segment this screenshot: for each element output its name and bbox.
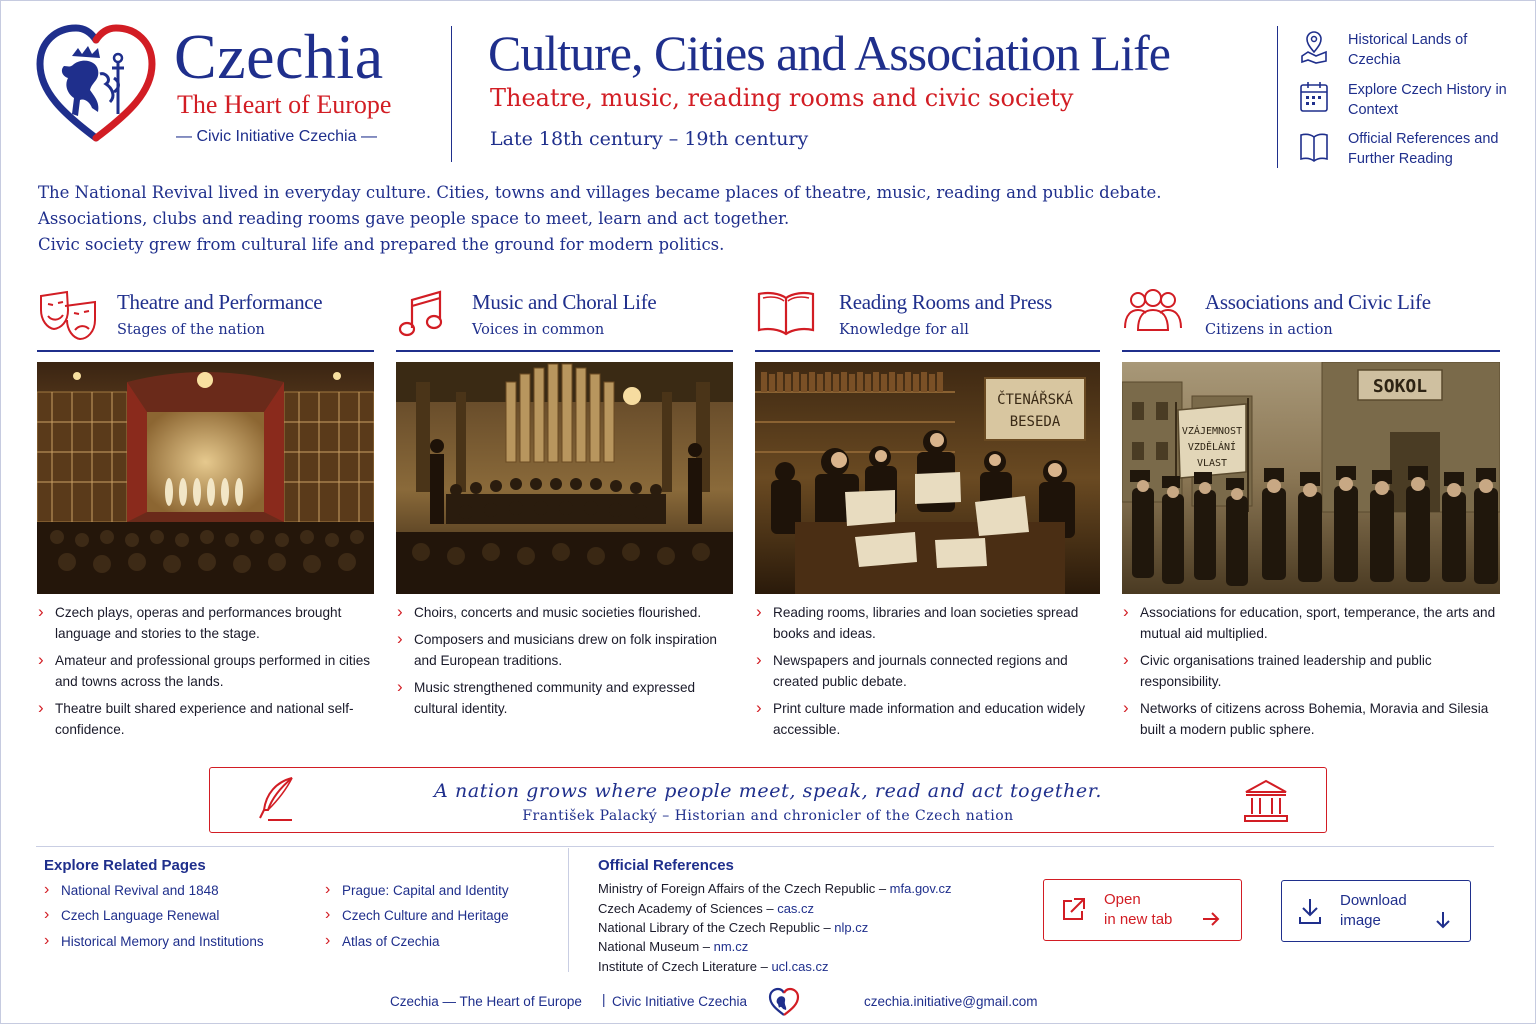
page-subtitle: Theatre, music, reading rooms and civic society — [490, 84, 1074, 112]
bullet-item: › Associations for education, sport, temperance, the arts and mutual aid multiplied. — [1122, 602, 1500, 644]
open-button-line2: in new tab — [1104, 911, 1173, 928]
people-group-icon — [1122, 288, 1184, 336]
bullet-item: › Reading rooms, libraries and loan societies spread books and ideas. — [755, 602, 1100, 644]
open-button-line1: Open — [1104, 891, 1141, 908]
page-title: Culture, Cities and Association Life — [488, 25, 1170, 81]
reference-link[interactable]: cas.cz — [777, 901, 815, 916]
column-music — [396, 282, 733, 716]
associations-image — [1122, 362, 1500, 594]
column-header — [755, 282, 1100, 352]
footer-divider — [36, 846, 1494, 847]
top-link-label: Explore Czech History in Context — [1348, 82, 1507, 118]
reference-link[interactable]: ucl.cas.cz — [771, 959, 829, 974]
banner-line3: VLAST — [1196, 458, 1228, 469]
column-subtitle: Voices in common — [472, 322, 605, 338]
related-link[interactable]: › National Revival and 1848 — [44, 883, 219, 898]
reference-link[interactable]: nm.cz — [713, 939, 749, 954]
download-button-label — [1340, 891, 1432, 931]
quote-text: A nation grows where people meet, speak, read and act together. — [434, 780, 1102, 802]
reference-name: National Museum – — [598, 939, 714, 954]
related-pages-title: Explore Related Pages — [44, 857, 206, 874]
intro-line: Civic society grew from cultural life and prepared the ground for modern politics. — [38, 235, 725, 254]
footer-column-divider — [568, 848, 569, 972]
column-title: Music and Choral Life — [472, 290, 657, 314]
column-header — [37, 282, 374, 352]
reference-link[interactable]: mfa.gov.cz — [889, 881, 952, 896]
footer-organization: Civic Initiative Czechia — [612, 994, 748, 1009]
column-associations — [1122, 282, 1500, 737]
institution-building-icon — [1242, 778, 1290, 824]
bullet-item: › Civic organisations trained leadership and public responsibility. — [1122, 650, 1500, 692]
reference-item — [598, 939, 748, 954]
header-divider-right — [1277, 26, 1278, 168]
column-title: Associations and Civic Life — [1205, 290, 1431, 314]
column-subtitle: Stages of the nation — [117, 322, 265, 338]
reference-item — [598, 881, 952, 896]
download-button-line1: Download — [1340, 892, 1407, 909]
map-pin-icon — [1298, 30, 1330, 64]
footer-separator: | — [602, 992, 606, 1007]
related-link[interactable]: › Czech Culture and Heritage — [325, 908, 509, 923]
download-icon — [1298, 897, 1322, 925]
column-header — [396, 282, 733, 352]
brand-subtitle: The Heart of Europe — [177, 90, 392, 119]
reading-room-sign-line2: BESEDA — [1009, 414, 1061, 430]
sokol-sign: SOKOL — [1372, 376, 1428, 397]
top-link-references[interactable] — [1298, 129, 1518, 169]
top-link-label: Official References and Further Reading — [1348, 131, 1499, 167]
intro-line: The National Revival lived in everyday culture. Cities, towns and villages became places of theatre, music, reading and public debate. — [38, 183, 1162, 202]
brand-logo — [34, 22, 158, 144]
reference-name: Czech Academy of Sciences – — [598, 901, 778, 916]
column-title: Theatre and Performance — [117, 290, 323, 314]
reference-name: National Library of the Czech Republic – — [598, 920, 835, 935]
bullet-item: › Newspapers and journals connected regions and created public debate. — [755, 650, 1100, 692]
bullet-item: › Czech plays, operas and performances brought language and stories to the stage. — [37, 602, 374, 644]
book-icon — [1298, 129, 1330, 163]
related-link[interactable]: › Prague: Capital and Identity — [325, 883, 509, 898]
header-divider — [451, 26, 452, 162]
related-link[interactable]: › Historical Memory and Institutions — [44, 934, 264, 949]
reference-name: Ministry of Foreign Affairs of the Czech Republic – — [598, 881, 890, 896]
download-image-button[interactable] — [1281, 880, 1471, 942]
theatre-image — [37, 362, 374, 594]
column-header — [1122, 282, 1500, 352]
bullet-item: › Composers and musicians drew on folk inspiration and European traditions. — [396, 629, 733, 671]
footer-brand: Czechia — The Heart of Europe — [390, 994, 582, 1009]
top-link-historical-lands[interactable] — [1298, 30, 1518, 70]
brand-title: Czechia — [174, 21, 384, 92]
quote-box — [209, 767, 1327, 833]
reference-item — [598, 920, 868, 935]
open-button-label — [1104, 890, 1196, 930]
music-note-icon — [396, 288, 448, 340]
quote-author: František Palacký – Historian and chronicler of the Czech nation — [522, 808, 1014, 824]
banner-line1: VZÁJEMNOST — [1181, 426, 1243, 437]
theatre-masks-icon — [37, 288, 99, 344]
top-link-label: Historical Lands of Czechia — [1348, 32, 1468, 68]
column-reading — [755, 282, 1100, 737]
column-subtitle: Citizens in action — [1205, 322, 1333, 338]
reference-name: Institute of Czech Literature – — [598, 959, 772, 974]
bullet-item: › Music strengthened community and expressed cultural identity. — [396, 677, 733, 719]
bullet-item: › Choirs, concerts and music societies flourished. — [396, 602, 733, 623]
bullet-item: › Amateur and professional groups performed in cities and towns across the lands. — [37, 650, 374, 692]
banner-line2: VZDĚLÁNÍ — [1187, 442, 1237, 453]
page-period: Late 18th century – 19th century — [490, 128, 809, 150]
column-bullets — [1122, 602, 1500, 746]
column-theatre — [37, 282, 374, 737]
arrow-right-icon — [1202, 912, 1220, 926]
intro-text — [38, 180, 1162, 258]
footer-logo-icon — [768, 987, 800, 1017]
bullet-item: › Networks of citizens across Bohemia, Moravia and Silesia built a modern public sphere. — [1122, 698, 1500, 740]
calendar-icon — [1298, 80, 1330, 114]
column-bullets — [37, 602, 374, 746]
official-references-title: Official References — [598, 857, 734, 874]
bullet-item: › Print culture made information and education widely accessible. — [755, 698, 1100, 740]
column-bullets — [755, 602, 1100, 746]
open-book-icon — [755, 288, 817, 338]
reading-room-sign-line1: ČTENÁŘSKÁ — [997, 392, 1073, 408]
related-link[interactable]: › Atlas of Czechia — [325, 934, 440, 949]
reference-item — [598, 901, 814, 916]
reading-image — [755, 362, 1100, 594]
bullet-item: › Theatre built shared experience and national self-confidence. — [37, 698, 374, 740]
column-bullets — [396, 602, 733, 725]
column-subtitle: Knowledge for all — [839, 322, 969, 338]
external-link-icon — [1060, 897, 1086, 923]
music-image — [396, 362, 733, 594]
reference-item — [598, 959, 829, 974]
related-link[interactable]: › Czech Language Renewal — [44, 908, 219, 923]
intro-line: Associations, clubs and reading rooms gave people space to meet, learn and act together. — [38, 209, 790, 228]
contact-email[interactable]: czechia.initiative@gmail.com — [864, 994, 1038, 1009]
reference-link[interactable]: nlp.cz — [834, 920, 869, 935]
open-in-new-tab-button[interactable] — [1043, 879, 1242, 941]
column-title: Reading Rooms and Press — [839, 290, 1053, 314]
arrow-down-icon — [1436, 911, 1450, 929]
top-link-history-context[interactable] — [1298, 80, 1518, 120]
brand-organization: — Civic Initiative Czechia — — [176, 128, 377, 145]
download-button-line2: image — [1340, 912, 1381, 929]
